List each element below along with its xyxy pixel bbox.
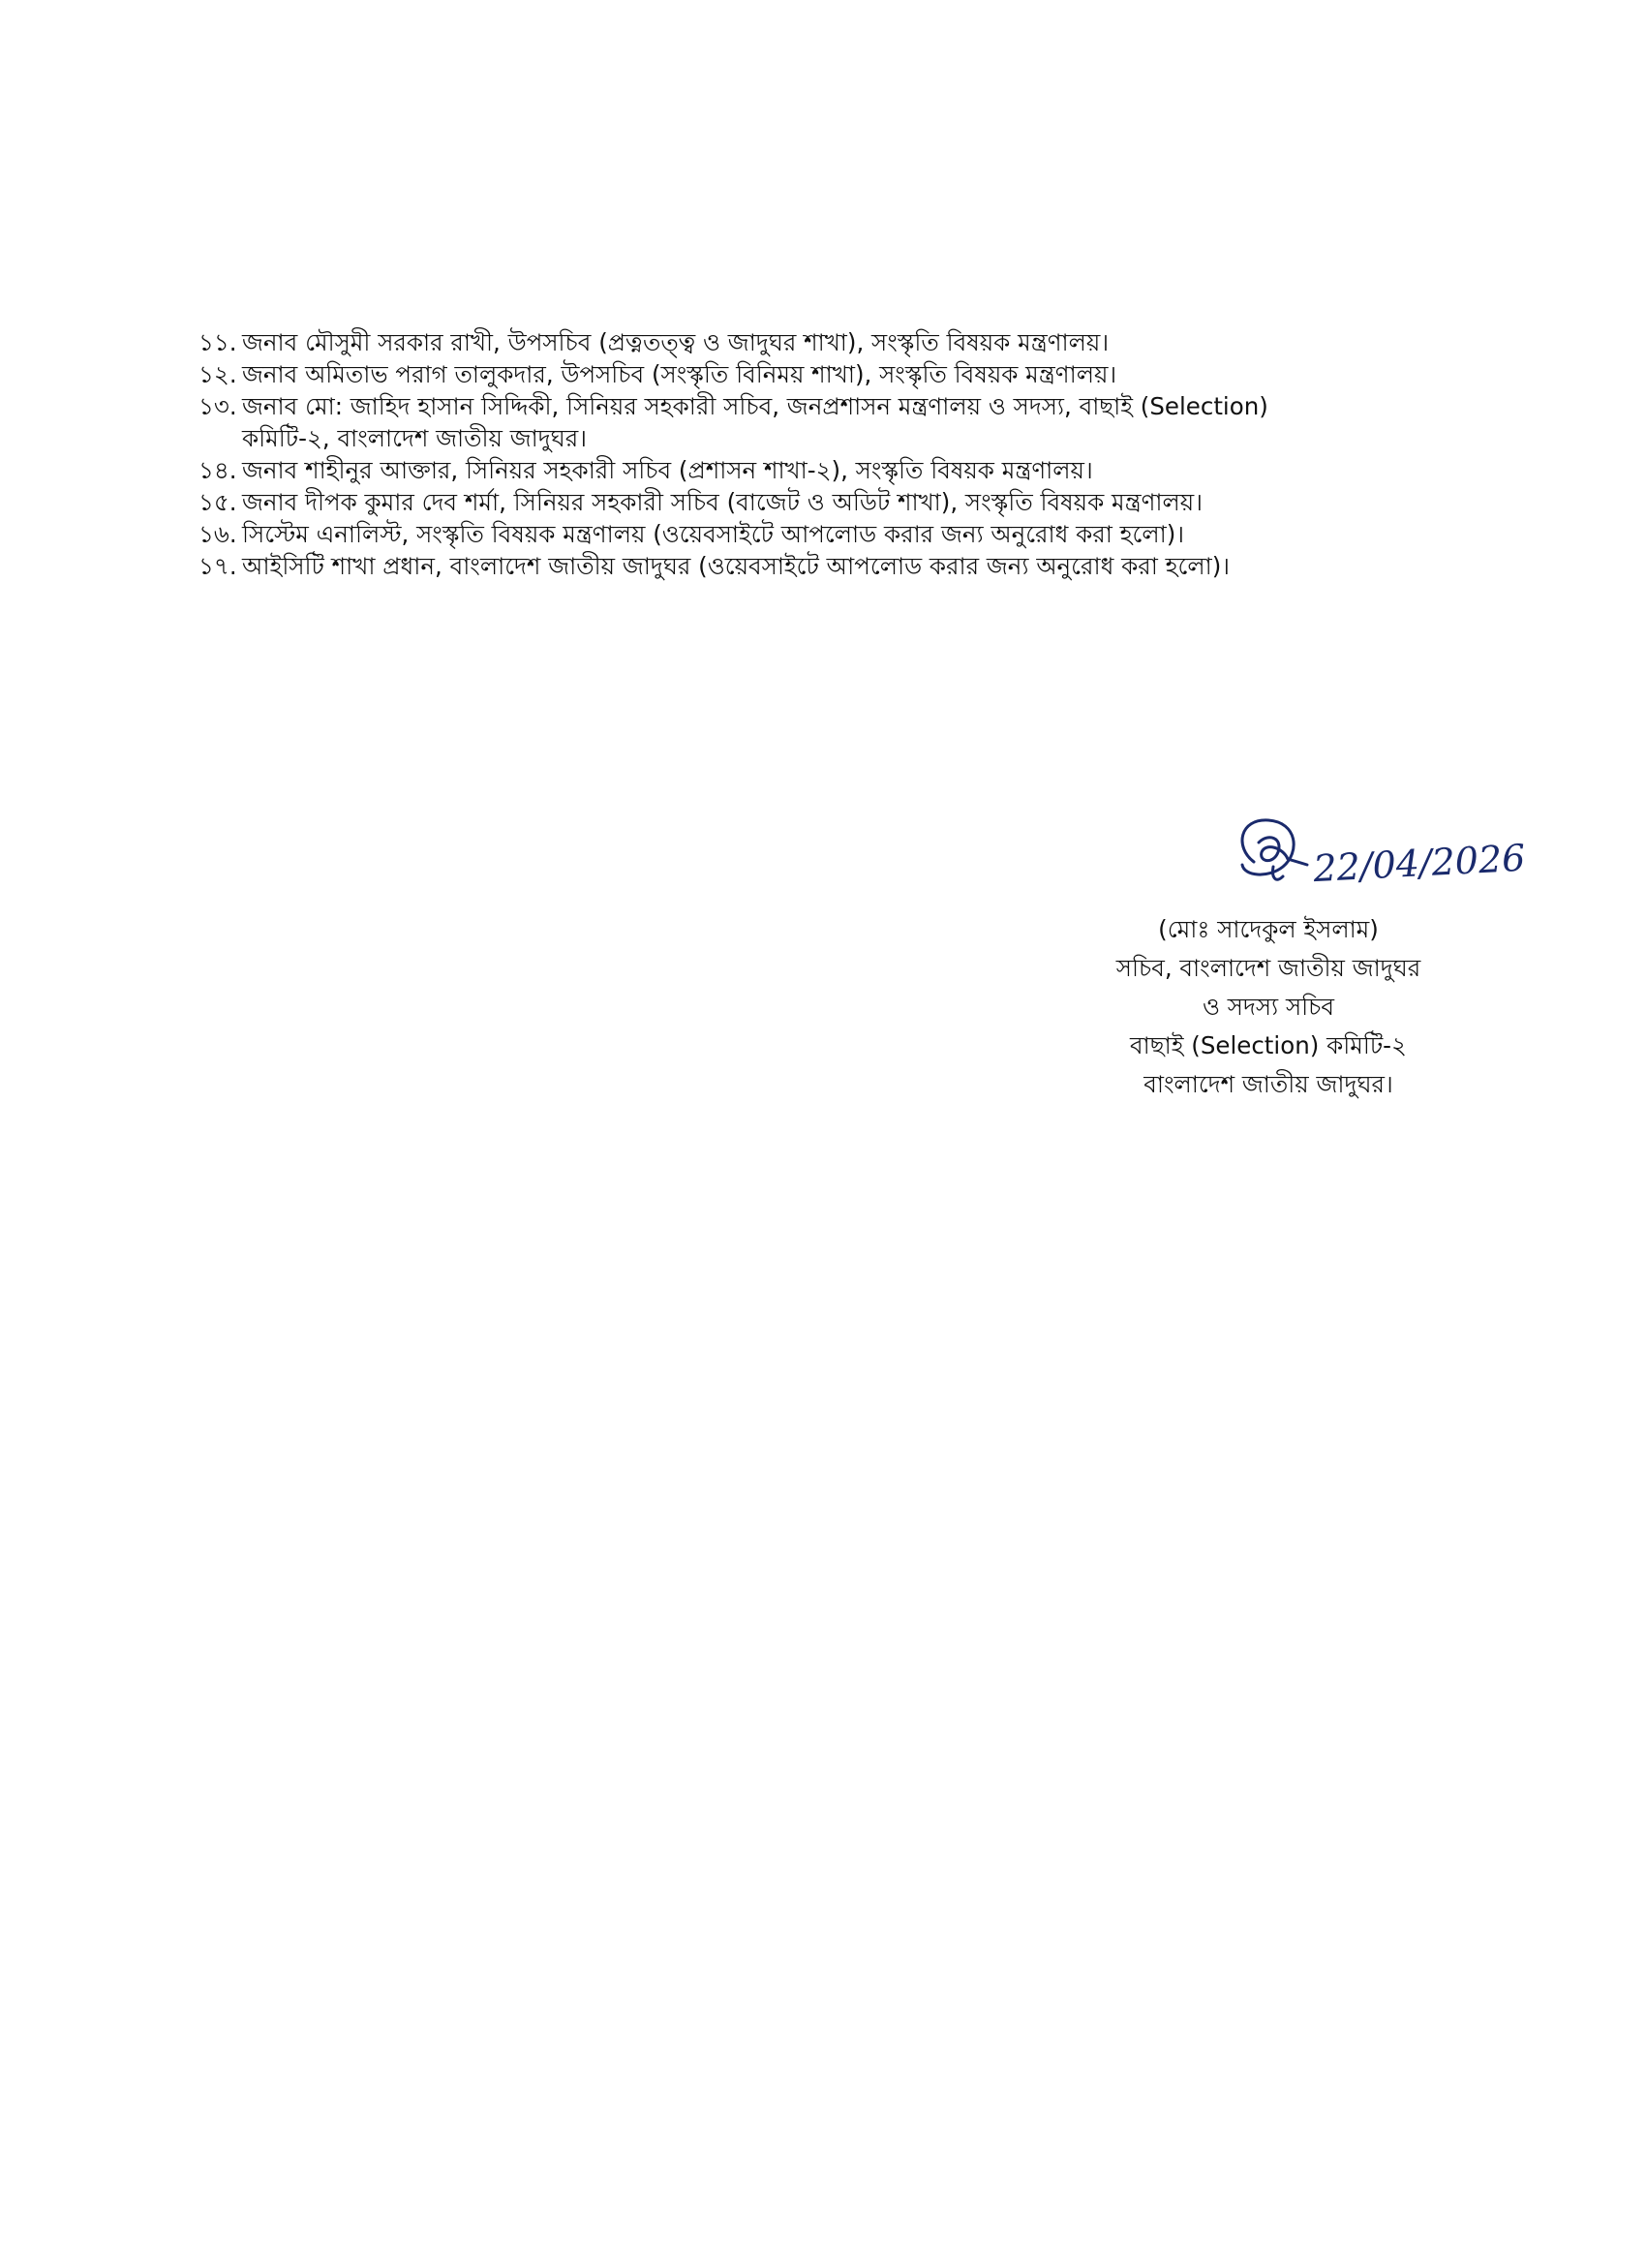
list-item-number: ১২. <box>198 360 237 388</box>
list-item <box>198 390 1457 454</box>
list-item <box>198 326 1457 358</box>
list-item-text: জনাব দীপক কুমার দেব শর্মা, সিনিয়র সহকারী সচিব (বাজেট ও অডিট শাখা), সংস্কৃতি বিষয়ক মন্ত্রণালয়। <box>242 488 1203 516</box>
list-item <box>198 454 1457 486</box>
list-item-text: জনাব শাহীনুর আক্তার, সিনিয়র সহকারী সচিব (প্রশাসন শাখা-২), সংস্কৃতি বিষয়ক মন্ত্রণালয়। <box>242 456 1093 484</box>
list-item-text-continued: কমিটি-২, বাংলাদেশ জাতীয় জাদুঘর। <box>242 424 588 452</box>
distribution-list <box>198 326 1457 582</box>
signature-stroke <box>1259 838 1307 865</box>
list-item-text: জনাব মো: জাহিদ হাসান সিদ্দিকী, সিনিয়র সহকারী সচিব, জনপ্রশাসন মন্ত্রণালয় ও সদস্য, বাছাই (Selection) <box>242 392 1268 420</box>
list-item-text: সিস্টেম এনালিস্ট, সংস্কৃতি বিষয়ক মন্ত্রণালয় (ওয়েবসাইটে আপলোড করার জন্য অনুরোধ করা হলো)। <box>242 520 1185 548</box>
signatory-block <box>1075 910 1462 1104</box>
handwritten-signature <box>1215 809 1544 925</box>
list-item-text: আইসিটি শাখা প্রধান, বাংলাদেশ জাতীয় জাদুঘর (ওয়েবসাইটে আপলোড করার জন্য অনুরোধ করা হলো)। <box>242 552 1231 580</box>
list-item-number: ১৫. <box>198 488 237 516</box>
list-item-number: ১৬. <box>198 520 237 548</box>
list-item-number: ১৭. <box>198 552 237 580</box>
list-item-text: জনাব অমিতাভ পরাগ তালুকদার, উপসচিব (সংস্কৃতি বিনিময় শাখা), সংস্কৃতি বিষয়ক মন্ত্রণালয়। <box>242 360 1117 388</box>
signatory-designation: সচিব, বাংলাদেশ জাতীয় জাদুঘর <box>1115 954 1421 982</box>
list-item-number: ১৩. <box>198 392 237 420</box>
list-item-number: ১৪. <box>198 456 237 484</box>
list-item-text: জনাব মৌসুমী সরকার রাখী, উপসচিব (প্রত্নতত্ত্ব ও জাদুঘর শাখা), সংস্কৃতি বিষয়ক মন্ত্রণালয়। <box>242 328 1110 356</box>
list-item-number: ১১. <box>198 328 237 356</box>
signature-date: 22/04/2026 <box>1312 836 1527 891</box>
list-item <box>198 550 1457 582</box>
signatory-organization: বাংলাদেশ জাতীয় জাদুঘর। <box>1143 1070 1393 1098</box>
list-item <box>198 518 1457 550</box>
list-item <box>198 486 1457 518</box>
list-item <box>198 358 1457 390</box>
signatory-designation-2: ও সদস্য সচিব <box>1202 993 1334 1021</box>
signatory-name: (মোঃ সাদেকুল ইসলাম) <box>1158 915 1379 943</box>
signatory-committee: বাছাই (Selection) কমিটি-২ <box>1130 1031 1407 1059</box>
